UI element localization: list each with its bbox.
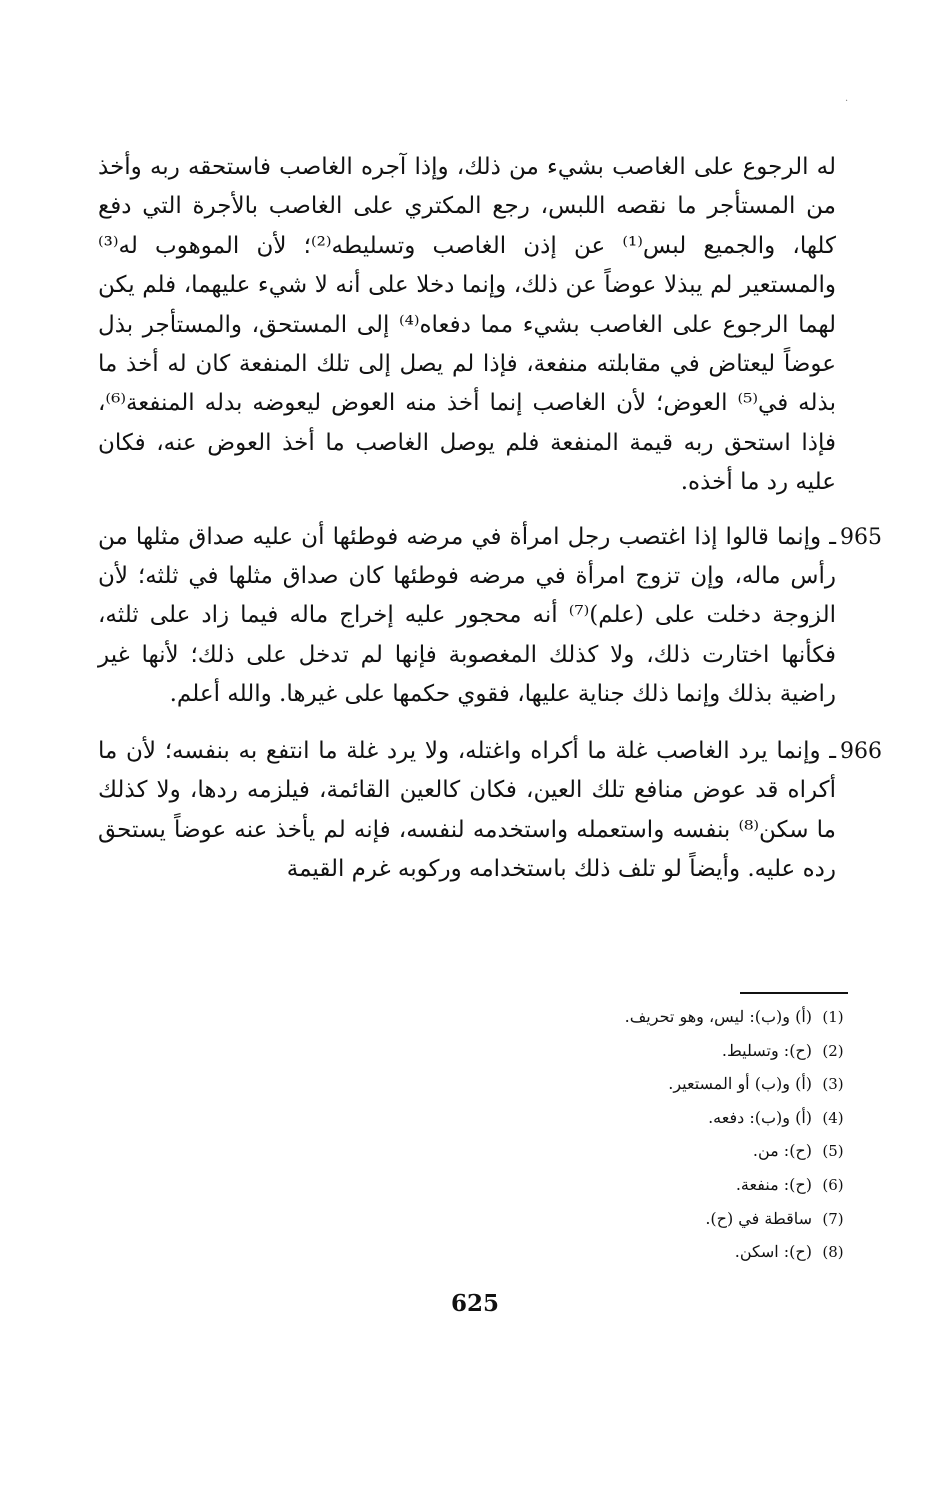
scan-mark: · (845, 96, 849, 107)
body-text (98, 148, 882, 889)
page-number: 625 (450, 1290, 499, 1317)
footnote-text: (أ) و(ب): دفعه. (708, 1107, 812, 1127)
footnote-item (98, 1034, 848, 1068)
paragraph-number: 965 (840, 524, 882, 550)
paragraph-text: ـ وإنما يرد الغاصب غلة ما أكراه واغتله، ولا يرد غلة ما انتفع به بنفسه؛ لأن ما أكراه قد عوض منافع تلك العين، فكان كالعين القائمة، فيلزمه ردها، ولا كذلك ما سكن⁽⁸⁾ بنفسه واستعمله واستخدمه لنفسه، فإنه لم يأخذ عنه عوضاً يستحق رده عليه. وأيضاً لو تلف ذلك باستخدامه وركوبه غرم القيمة (98, 737, 836, 882)
footnote-text: (ح): اسكن. (734, 1242, 812, 1262)
intro-paragraph: له الرجوع على الغاصب بشيء من ذلك، وإذا آجره الغاصب فاستحقه ربه وأخذ من المستأجر ما نقصه اللبس، رجع المكتري على الغاصب بالأجرة التي دفع كلها، والجميع لبس⁽¹⁾ عن إذن الغاصب وتسليطه⁽²⁾؛ لأن الموهوب له⁽³⁾ والمستعير لم يبذلا عوضاً عن ذلك، وإنما دخلا على أنه لا شيء عليهما، فلم يكن لهما الرجوع على الغاصب بشيء مما دفعاه⁽⁴⁾ إلى المستحق، والمستأجر بذل عوضاً ليعتاض في مقابلته منفعة، فإذا لم يصل إلى تلك المنفعة كان له أخذ ما بذله في⁽⁵⁾ العوض؛ لأن الغاصب إنما أخذ منه العوض ليعوضه بدله المنفعة⁽⁶⁾، فإذا استحق ربه قيمة المنفعة فلم يوصل الغاصب ما أخذ العوض عنه، فكان عليه رد ما أخذه. (98, 154, 836, 496)
footnote-number: (3) (822, 1075, 844, 1094)
footnote-list (98, 1000, 848, 1269)
footnote-text: (ح): من. (752, 1141, 812, 1161)
footnote-divider (740, 992, 848, 994)
footnote-number: (5) (822, 1142, 844, 1161)
footnote-number: (7) (822, 1209, 844, 1228)
footnote-item (98, 1067, 848, 1101)
footnote-item (98, 1168, 848, 1202)
paragraph-966 (98, 732, 882, 890)
footnote-item (98, 1134, 848, 1168)
footnote-item (98, 1235, 848, 1269)
paragraph-number: 966 (840, 738, 882, 764)
paragraph-text: ـ وإنما قالوا إذا اغتصب رجل امرأة في مرضه فوطئها أن عليه صداق مثلها من رأس ماله، وإن تزوج امرأة في مرضه فوطئها كان صداق مثلها في ثلثه؛ لأن الزوجة دخلت على (علم)⁽⁷⁾ أنه محجور عليه إخراج ماله فيما زاد على ثلثه، فكأنها اختارت ذلك، ولا كذلك المغصوبة فإنها لم تدخل على ذلك؛ لأنها غير راضية بذلك وإنما ذلك جناية عليها، فقوي حكمها على غيرها. والله أعلم. (98, 523, 836, 708)
footnote-text: (ح): منفعة. (735, 1174, 812, 1194)
footnote-text: (أ) و(ب): ليس، وهو تحريف. (624, 1007, 812, 1026)
footnote-item (98, 1101, 848, 1135)
footnotes (98, 992, 848, 1269)
footnote-item (98, 1000, 848, 1034)
paragraph-965 (98, 518, 882, 715)
footnote-item (98, 1202, 848, 1236)
footnote-text: ساقطة في (ح). (705, 1208, 812, 1228)
footnote-number: (6) (822, 1175, 844, 1194)
footnote-number: (1) (822, 1008, 844, 1026)
footnote-number: (8) (822, 1243, 844, 1262)
footnote-number: (4) (822, 1108, 844, 1127)
footnote-text: (ح): وتسليط. (721, 1040, 812, 1060)
footnote-number: (2) (822, 1041, 844, 1060)
footnote-text: (أ) و(ب) أو المستعير. (668, 1074, 812, 1094)
